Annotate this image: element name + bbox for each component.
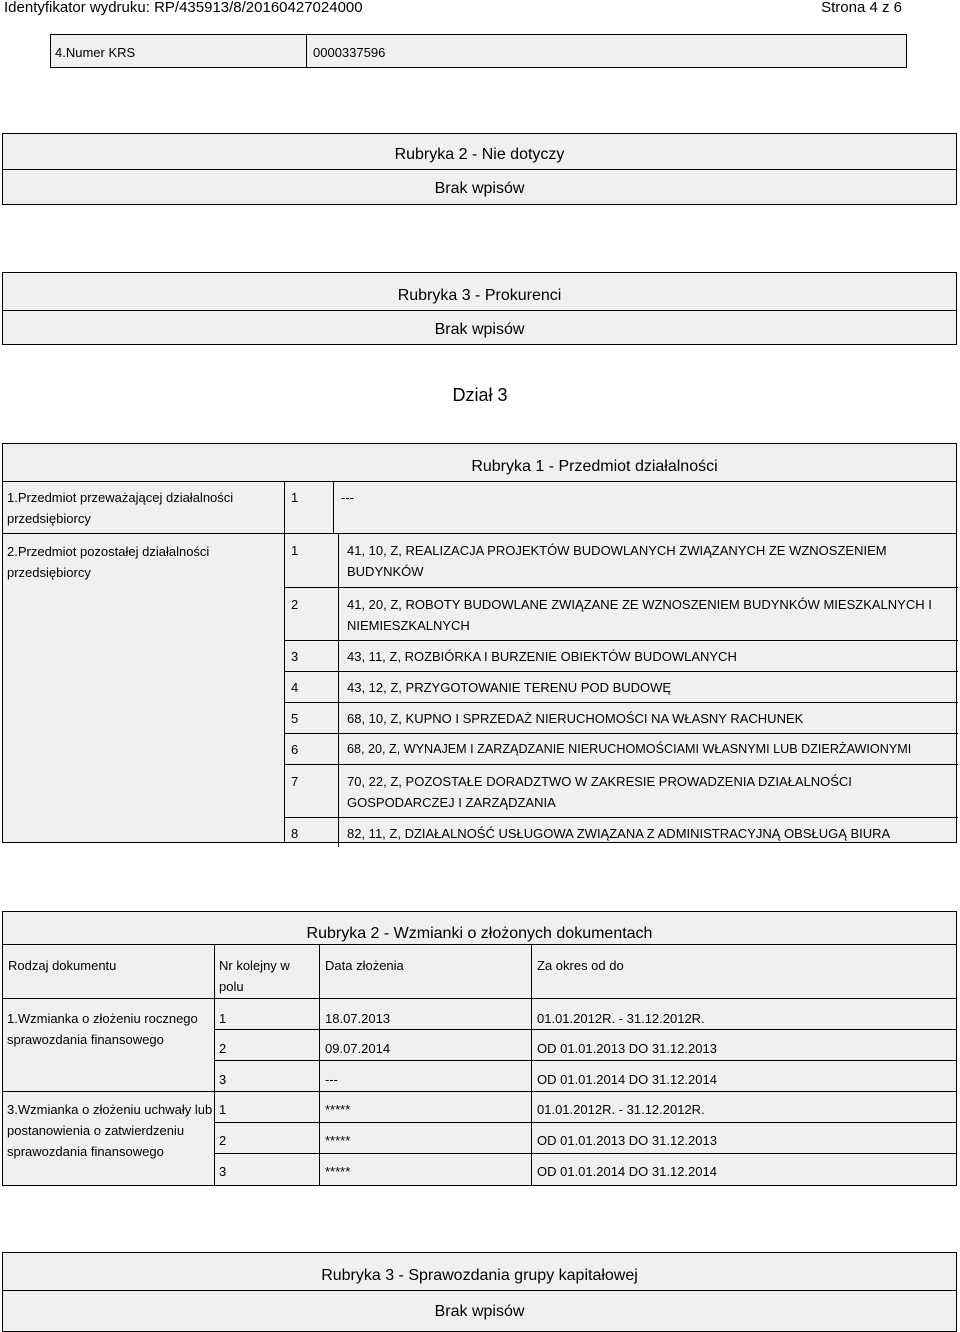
other-activity-list [285,534,958,847]
rubryka3-section [2,272,957,345]
activity-row [285,534,958,587]
activity-text: 43, 12, Z, PRZYGOTOWANIE TERENU POD BUDOWĘ [339,671,959,702]
krs-label: 4.Numer KRS [55,45,136,60]
activity-text: 41, 10, Z, REALIZACJA PROJEKTÓW BUDOWLANYCH ZWIĄZANYCH ZE WZNOSZENIEM BUDYNKÓW [339,534,959,587]
wzmianka-nr: 1 [219,1102,227,1117]
activity-row [285,671,958,702]
activity-num: 1 [285,534,339,587]
wzmianka-nr: 3 [219,1164,227,1179]
wzmianki-section [2,911,957,1186]
activity-row [285,587,958,640]
rubryka3-grupa-status: Brak wpisów [434,1303,525,1320]
rubryka2-title: Rubryka 2 - Nie dotyczy [394,146,565,163]
activity-num: 6 [285,733,339,764]
activity-row [285,764,958,817]
rubryka3-title: Rubryka 3 - Prokurenci [397,287,562,304]
activity-text: 68, 10, Z, KUPNO I SPRZEDAŻ NIERUCHOMOŚCI NA WŁASNY RACHUNEK [339,702,959,733]
krs-row [50,34,907,68]
wzmianka-period: 01.01.2012R. - 31.12.2012R. [537,1102,705,1117]
wzmianka-date: 09.07.2014 [325,1041,391,1056]
main-activity-num: 1 [291,490,299,505]
rubryka3-grupa-section [2,1252,957,1332]
rubryka3-status: Brak wpisów [434,321,525,338]
wzmianka-type: 1.Wzmianka o złożeniu rocznego sprawozdania finansowego [7,1011,198,1047]
activity-row [285,702,958,733]
wzmianka-period: OD 01.01.2013 DO 31.12.2013 [537,1133,717,1148]
main-activity-value: --- [341,490,354,505]
activity-text: 82, 11, Z, DZIAŁALNOŚĆ USŁUGOWA ZWIĄZANA Z ADMINISTRACYJNĄ OBSŁUGĄ BIURA [347,825,891,841]
activity-row [285,733,958,764]
wzmianka-nr: 1 [219,1011,227,1026]
activity-text: 43, 11, Z, ROZBIÓRKA I BURZENIE OBIEKTÓW BUDOWLANYCH [339,640,959,671]
wzmianka-date: 18.07.2013 [325,1011,391,1026]
dzial-title: Dział 3 [452,385,508,405]
page-number: Strona 4 z 6 [821,0,902,16]
wzmianka-period: OD 01.01.2014 DO 31.12.2014 [537,1164,717,1179]
activity-num: 7 [285,764,339,817]
wzmianka-period: OD 01.01.2014 DO 31.12.2014 [537,1072,717,1087]
activity-num: 3 [285,640,339,671]
przedmiot-title: Rubryka 1 - Przedmiot działalności [471,458,718,475]
wzmianka-type: 3.Wzmianka o złożeniu uchwały lub postanowienia o zatwierdzeniu sprawozdania finansowego [7,1102,213,1159]
activity-num: 5 [285,702,339,733]
rubryka2-section [2,133,957,205]
wzmianka-date: ***** [325,1164,351,1179]
wzmianka-period: OD 01.01.2013 DO 31.12.2013 [537,1041,717,1056]
activity-text: 68, 20, Z, WYNAJEM I ZARZĄDZANIE NIERUCHOMOŚCIAMI WŁASNYMI LUB DZIERŻAWIONYMI [339,733,959,764]
krs-value: 0000337596 [313,45,386,60]
activity-row [285,640,958,671]
wzmianki-title: Rubryka 2 - Wzmianki o złożonych dokumentach [306,925,653,942]
activity-text: 70, 22, Z, POZOSTAŁE DORADZTWO W ZAKRESIE PROWADZENIA DZIAŁALNOŚCI GOSPODARCZEJ I ZARZĄDZANIA [339,764,959,817]
activity-num: 4 [285,671,339,702]
main-activity-label: 1.Przedmiot przeważającej działalności przedsiębiorcy [7,490,234,526]
other-activity-label: 2.Przedmiot pozostałej działalności przedsiębiorcy [7,544,210,580]
przedmiot-section [2,443,957,843]
rubryka2-status: Brak wpisów [434,180,525,197]
wzmianka-date: --- [325,1072,338,1087]
wzmianka-date: ***** [325,1133,351,1148]
wzmianka-nr: 2 [219,1041,227,1056]
activity-num: 2 [285,587,339,640]
print-identifier: Identyfikator wydruku: RP/435913/8/20160427024000 [4,0,363,16]
col-header-date: Data złożenia [325,958,404,973]
activity-num: 8 [285,817,339,847]
col-header-period: Za okres od do [537,958,624,973]
activity-text: 41, 20, Z, ROBOTY BUDOWLANE ZWIĄZANE ZE WZNOSZENIEM BUDYNKÓW MIESZKALNYCH I NIEMIESZKALNYCH [339,587,959,640]
activity-row [285,817,958,847]
col-header-nr: Nr kolejny w polu [219,958,290,994]
wzmianka-date: ***** [325,1102,351,1117]
col-header-type: Rodzaj dokumentu [8,958,117,973]
wzmianka-nr: 2 [219,1133,227,1148]
wzmianka-period: 01.01.2012R. - 31.12.2012R. [537,1011,705,1026]
wzmianka-nr: 3 [219,1072,227,1087]
rubryka3-grupa-title: Rubryka 3 - Sprawozdania grupy kapitałowej [321,1267,638,1284]
